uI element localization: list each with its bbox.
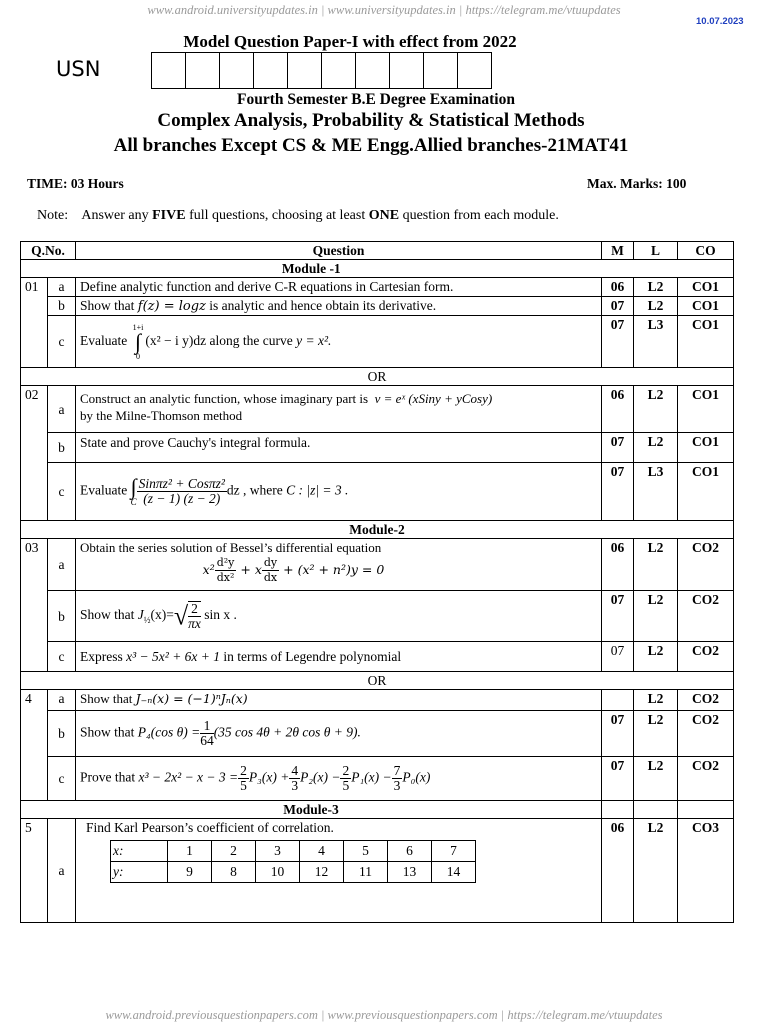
sub-label: c xyxy=(48,463,76,521)
co-value: CO1 xyxy=(678,433,734,463)
table-row xyxy=(21,297,734,316)
math-expression: f(z) = logz xyxy=(137,299,206,314)
sub-label: b xyxy=(48,433,76,463)
note-text: full questions, choosing at least xyxy=(185,208,369,223)
y-value: 14 xyxy=(432,862,476,883)
sub-label: a xyxy=(48,278,76,297)
y-label: y: xyxy=(111,862,168,883)
date-stamp: 10.07.2023 xyxy=(696,16,744,27)
level-value: L2 xyxy=(634,642,678,672)
data-table xyxy=(110,840,476,883)
level-value: L2 xyxy=(634,690,678,711)
paper-title: Model Question Paper-I with effect from 2022 xyxy=(183,32,517,51)
level-value: L2 xyxy=(634,297,678,316)
marks-value xyxy=(602,690,634,711)
table-row xyxy=(21,819,734,923)
marks-value: 07 xyxy=(602,297,634,316)
y-value: 8 xyxy=(212,862,256,883)
table-row xyxy=(21,386,734,433)
table-row xyxy=(21,278,734,297)
table-row xyxy=(21,591,734,642)
y-value: 9 xyxy=(168,862,212,883)
usn-box[interactable] xyxy=(389,52,424,89)
semester-line: Fourth Semester B.E Degree Examination xyxy=(237,91,515,108)
sub-label: b xyxy=(48,591,76,642)
table-row xyxy=(21,463,734,521)
x-value: 4 xyxy=(300,841,344,862)
bessel-equation: x² $\frac{\text{d²y}}{\text{dx²}}$ + x $\frac{dy}{dx}$ + (x² + n²)y = 0 xyxy=(202,556,385,584)
x-value: 7 xyxy=(432,841,476,862)
question-text: Show that P₄(cos θ) = $\frac{1}{64}$ (35 cos 4θ + 2θ cos θ + 9). xyxy=(76,711,602,757)
sub-label: b xyxy=(48,711,76,757)
question-text: Construct an analytic function, whose imaginary part is v = eˣ (xSiny + yCosy) by the Milne-Thomson method xyxy=(76,386,602,433)
usn-box[interactable] xyxy=(219,52,254,89)
level-value: L3 xyxy=(634,316,678,368)
co-value: CO2 xyxy=(678,591,734,642)
usn-box[interactable] xyxy=(287,52,322,89)
sub-label: a xyxy=(48,386,76,433)
co-value: CO2 xyxy=(678,757,734,801)
usn-box[interactable] xyxy=(253,52,288,89)
sub-label: c xyxy=(48,316,76,368)
module-row xyxy=(21,521,734,539)
watermark-top: www.android.universityupdates.in | www.universityupdates.in | https://telegram.me/vtuupdates xyxy=(147,3,621,17)
table-row xyxy=(21,642,734,672)
or-label: OR xyxy=(21,368,734,386)
usn-boxes xyxy=(152,52,492,89)
level-value: L2 xyxy=(634,278,678,297)
question-text: Find Karl Pearson’s coefficient of correlation. x: 1 2 3 4 5 6 7 y: 9 8 10 12 11 13 14 xyxy=(76,819,602,923)
question-number: 4 xyxy=(21,690,48,801)
col-co: CO xyxy=(678,242,734,260)
question-text: Express x³ − 5x² + 6x + 1 in terms of Legendre polynomial xyxy=(76,642,602,672)
question-text: Show that $J_{\frac{1}{2}}(x)=√$ $\frac{2}{\pi x}$ sin x . xyxy=(76,591,602,642)
note-label: Note: xyxy=(37,208,69,223)
usn-box[interactable] xyxy=(457,52,492,89)
level-value: L2 xyxy=(634,591,678,642)
usn-box[interactable] xyxy=(185,52,220,89)
sub-label: a xyxy=(48,539,76,591)
or-label: OR xyxy=(21,672,734,690)
sub-label: c xyxy=(48,642,76,672)
table-row xyxy=(21,711,734,757)
or-row xyxy=(21,672,734,690)
table-header xyxy=(21,242,734,260)
marks-value: 07 xyxy=(602,757,634,801)
question-number: 02 xyxy=(21,386,48,521)
table-row xyxy=(21,433,734,463)
col-marks: M xyxy=(602,242,634,260)
x-value: 2 xyxy=(212,841,256,862)
integral-sign: 1+i ∫ 0 xyxy=(132,322,144,361)
question-text: Define analytic function and derive C-R equations in Cartesian form. xyxy=(76,278,602,297)
sub-label: b xyxy=(48,297,76,316)
module-title: Module-2 xyxy=(21,521,734,539)
co-value: CO1 xyxy=(678,386,734,433)
y-value: 11 xyxy=(344,862,388,883)
math-expression: J₋ₙ(x) = (−1)ⁿJₙ(x) xyxy=(135,691,248,706)
note-text: question from each module. xyxy=(399,208,559,223)
y-value: 13 xyxy=(388,862,432,883)
question-text: Evaluate ∫ C $\frac{\text{Sinπz² + Cosπz²}}{(z - 1) (z - 2)}$ dz , where C : |z| = 3 . xyxy=(76,463,602,521)
x-value: 3 xyxy=(256,841,300,862)
table-row xyxy=(21,316,734,368)
usn-box[interactable] xyxy=(321,52,356,89)
co-value: CO2 xyxy=(678,690,734,711)
sub-label: a xyxy=(48,690,76,711)
module-row xyxy=(21,260,734,278)
col-qno: Q.No. xyxy=(21,242,76,260)
marks-value: 06 xyxy=(602,819,634,923)
contour-condition: C : |z| = 3 . xyxy=(286,482,349,498)
marks-value: 07 xyxy=(602,711,634,757)
note-one: ONE xyxy=(368,208,400,223)
marks-value: 07 xyxy=(602,642,634,672)
col-level: L xyxy=(634,242,678,260)
level-value: L2 xyxy=(634,711,678,757)
question-text: Show that J₋ₙ(x) = (−1)ⁿJₙ(x) xyxy=(76,690,602,711)
usn-box[interactable] xyxy=(151,52,186,89)
marks-value: 06 xyxy=(602,539,634,591)
module-row xyxy=(21,801,734,819)
co-value: CO1 xyxy=(678,463,734,521)
question-table xyxy=(20,241,734,923)
level-value: L2 xyxy=(634,539,678,591)
sub-label: a xyxy=(48,819,76,923)
usn-label: USN xyxy=(56,57,101,81)
level-value: L2 xyxy=(634,819,678,923)
x-value: 6 xyxy=(388,841,432,862)
y-value: 12 xyxy=(300,862,344,883)
module-title: Module -1 xyxy=(21,260,602,278)
table-row xyxy=(21,757,734,801)
table-row xyxy=(21,539,734,591)
watermark-bottom: www.android.previousquestionpapers.com | www.previousquestionpapers.com | https://telegram.me/vtuupdates xyxy=(105,1008,663,1022)
math-expression: v = eˣ (xSiny + yCosy) xyxy=(374,391,493,406)
subject-line: Complex Analysis, Probability & Statistical Methods xyxy=(157,110,585,131)
polynomial: x³ − 5x² + 6x + 1 xyxy=(126,649,221,664)
co-value: CO1 xyxy=(678,297,734,316)
note-text: Answer any xyxy=(81,208,153,223)
time-label: TIME: 03 Hours xyxy=(27,176,124,191)
table-row xyxy=(21,690,734,711)
question-text: Prove that x³ − 2x² − x − 3 = $\frac{2}{5}$ P₃(x) + $\frac{4}{3}$ P₂(x) − $\frac{2}{5}$ P₁(x) − $\frac{7}{3}$ P₀(x) xyxy=(76,757,602,801)
level-value: L2 xyxy=(634,757,678,801)
col-question: Question xyxy=(76,242,602,260)
marks-value: 07 xyxy=(602,591,634,642)
question-text: State and prove Cauchy's integral formula. xyxy=(76,433,602,463)
usn-box[interactable] xyxy=(355,52,390,89)
y-value: 10 xyxy=(256,862,300,883)
co-value: CO1 xyxy=(678,316,734,368)
question-number: 01 xyxy=(21,278,48,368)
question-text: Evaluate 1+i ∫ 0 (x² − i y)dz along the curve y = x². xyxy=(76,316,602,368)
branches-line: All branches Except CS & ME Engg.Allied branches-21MAT41 xyxy=(113,135,629,156)
table-row xyxy=(111,862,476,883)
x-label: x: xyxy=(111,841,168,862)
level-value: L2 xyxy=(634,386,678,433)
co-value: CO3 xyxy=(678,819,734,923)
x-value: 5 xyxy=(344,841,388,862)
module-title: Module-3 xyxy=(21,801,602,819)
marks-value: 07 xyxy=(602,463,634,521)
level-value: L2 xyxy=(634,433,678,463)
max-marks-label: Max. Marks: 100 xyxy=(587,176,687,191)
marks-value: 06 xyxy=(602,386,634,433)
table-row xyxy=(111,841,476,862)
level-value: L3 xyxy=(634,463,678,521)
marks-value: 06 xyxy=(602,278,634,297)
marks-value: 07 xyxy=(602,316,634,368)
contour-integral: ∫ C xyxy=(130,474,137,507)
integrand: (x² − i y)dz xyxy=(145,332,207,348)
note-five: FIVE xyxy=(152,208,186,223)
co-value: CO2 xyxy=(678,711,734,757)
usn-box[interactable] xyxy=(423,52,458,89)
fraction: $\frac{\text{Sinπz² + Cosπz²}}{(z - 1) (z - 2)}$ xyxy=(138,476,225,506)
x-value: 1 xyxy=(168,841,212,862)
co-value: CO2 xyxy=(678,539,734,591)
question-number: 5 xyxy=(21,819,48,923)
or-row xyxy=(21,368,734,386)
sub-label: c xyxy=(48,757,76,801)
question-text: Show that f(z) = logz is analytic and hence obtain its derivative. xyxy=(76,297,602,316)
question-number: 03 xyxy=(21,539,48,672)
note xyxy=(37,208,559,224)
co-value: CO1 xyxy=(678,278,734,297)
co-value: CO2 xyxy=(678,642,734,672)
marks-value: 07 xyxy=(602,433,634,463)
question-text: Obtain the series solution of Bessel’s differential equation x² $\frac{\text{d²y}}{\text{dx²}}$ + x $\frac{dy}{dx}$ + (x² + n²)y = 0 xyxy=(76,539,602,591)
curve-equation: y = x². xyxy=(296,332,332,348)
